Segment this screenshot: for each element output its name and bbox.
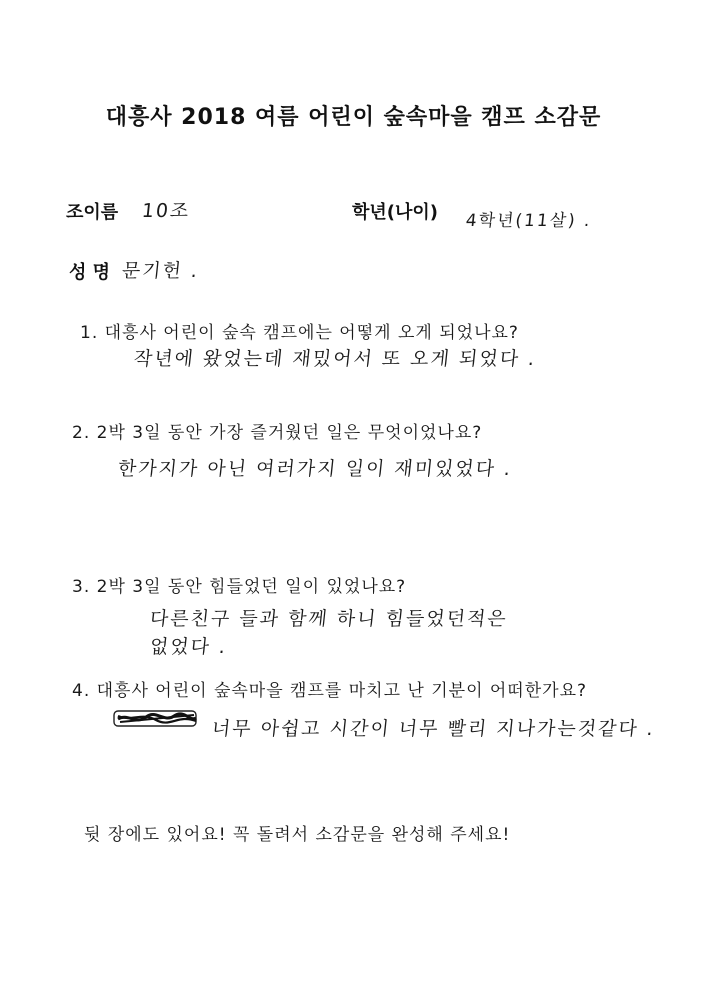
page-title: 대흥사 2018 여름 어린이 숲속마을 캠프 소감문 [105, 105, 602, 130]
crossed-out-scribble [112, 708, 200, 730]
question-1: 1. 대흥사 어린이 숲속 캠프에는 어떻게 오게 되었나요? [80, 323, 519, 343]
footer-note: 뒷 장에도 있어요! 꼭 돌려서 소감문을 완성해 주세요! [84, 825, 511, 845]
question-4: 4. 대흥사 어린이 숲속마을 캠프를 마치고 난 기분이 어떠한가요? [72, 681, 588, 701]
grade-value: 4학년(11살) . [464, 211, 593, 231]
answer-3-line-1: 다른친구 들과 함께 하니 힘들었던적은 [148, 608, 509, 630]
name-label: 성 명 [69, 262, 111, 283]
answer-3-line-2: 없었다 . [148, 636, 229, 658]
answer-2: 한가지가 아닌 여러가지 일이 재미있었다 . [116, 458, 514, 480]
group-label: 조이름 [66, 202, 119, 223]
question-2: 2. 2박 3일 동안 가장 즐거웠던 일은 무엇이었나요? [72, 423, 483, 443]
question-3: 3. 2박 3일 동안 힘들었던 일이 있었나요? [72, 577, 407, 597]
name-value: 문기헌 . [120, 260, 201, 282]
answer-1: 작년에 왔었는데 재밌어서 또 오게 되었다 . [132, 348, 538, 370]
group-value: 10조 [140, 200, 192, 222]
answer-4: 너무 아쉽고 시간이 너무 빨리 지나가는것같다 . [210, 718, 657, 740]
grade-label: 학년(나이) [352, 202, 439, 223]
